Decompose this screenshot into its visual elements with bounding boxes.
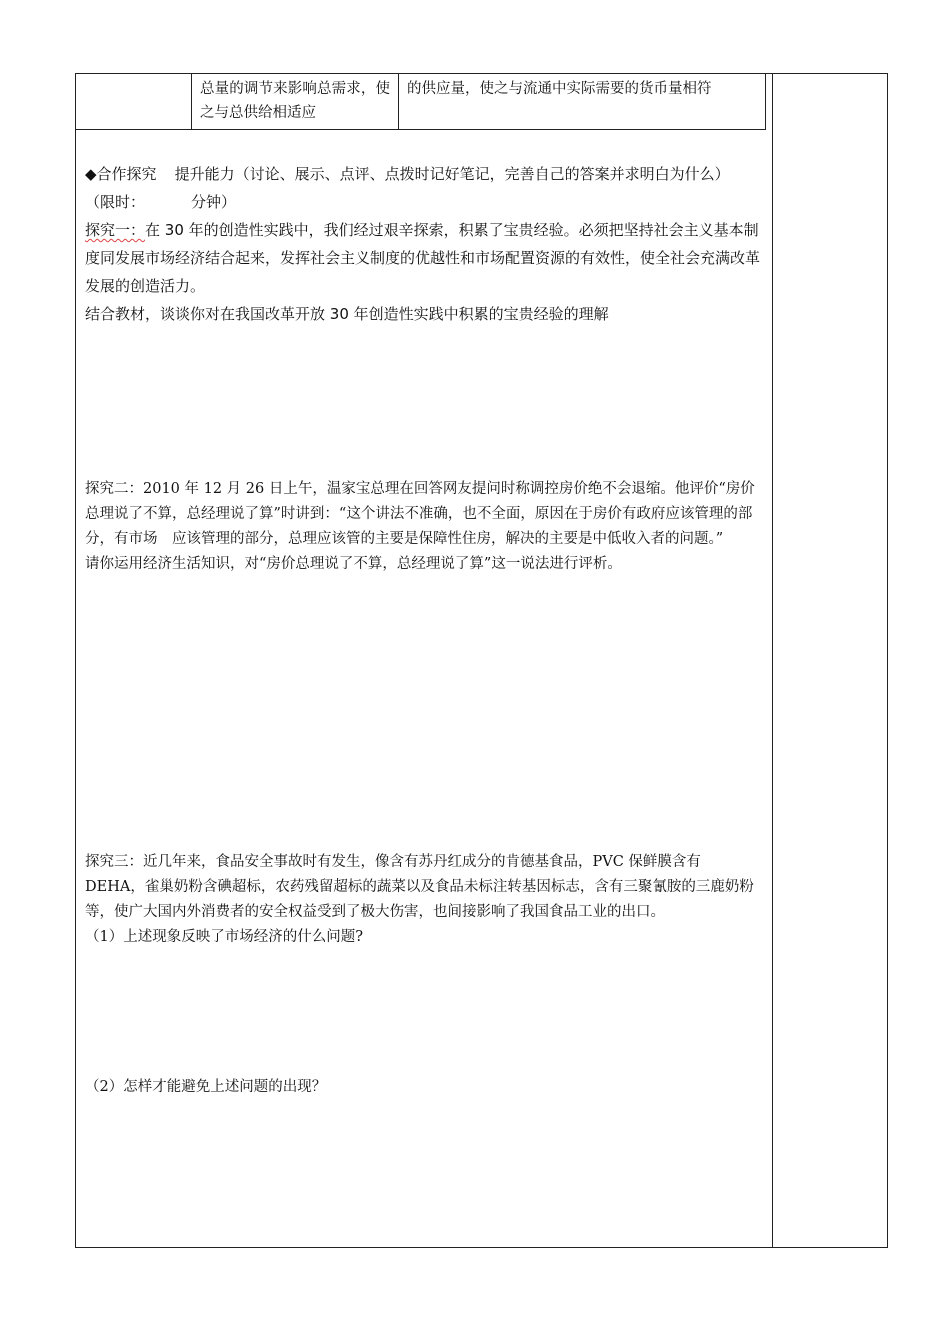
- cooperation-title: 合作探究: [96, 165, 157, 183]
- cooperation-heading: [85, 160, 765, 216]
- inquiry1-body: 在 30 年的创造性实践中，我们经过艰辛探索，积累了宝贵经验。必须把坚持社会主义基本制度同发展市场经济结合起来，发挥社会主义制度的优越性和市场配置资源的有效性，使全社会充满改革发展的创造活力。: [85, 221, 761, 295]
- table-cell-demand: 总量的调节来影响总需求，使之与总供给相适应: [192, 73, 399, 130]
- cooperation-subtitle: 提升能力（讨论、展示、点评、点拨时记好笔记，完善自己的答案并求明白为什么）: [174, 165, 730, 183]
- time-limit-unit: 分钟）: [191, 193, 237, 211]
- inquiry2-text: 探究二：2010 年 12 月 26 日上午，温家宝总理在回答网友提问时称调控房价绝不会退缩。他评价“房价总理说了不算，总经理说了算”时讲到：“这个讲法不准确，也不全面，原因在于房价有政府应该管理的部分，有市场 应该管理的部分，总理应该管的主要是保障性住房，解决的主要是中低收入者的问题。”: [85, 481, 755, 547]
- inquiry2-section: [85, 477, 765, 577]
- inquiry3-section: [85, 850, 765, 950]
- inquiry1-label: 探究一：: [85, 221, 146, 239]
- inquiry3-question-1: （1）上述现象反映了市场经济的什么问题?: [85, 929, 363, 945]
- inquiry2-question: 请你运用经济生活知识，对“房价总理说了不算，总经理说了算”这一说法进行评析。: [85, 556, 622, 572]
- inquiry3-followup: [85, 1075, 765, 1100]
- table-cell-money-supply: 的供应量，使之与流通中实际需要的货币量相符: [399, 73, 766, 130]
- inquiry1-text: [85, 216, 765, 300]
- inquiry1-question: 结合教材，谈谈你对在我国改革开放 30 年创造性实践中积累的宝贵经验的理解: [85, 305, 609, 323]
- inquiry3-question-2: （2）怎样才能避免上述问题的出现？: [85, 1079, 327, 1095]
- concept-table: [75, 73, 766, 130]
- time-limit-label: （限时：: [85, 193, 146, 211]
- inquiry3-text: 探究三：近几年来，食品安全事故时有发生，像含有苏丹红成分的肯德基食品，PVC 保鲜膜含有 DEHA，雀巢奶粉含碘超标，农药残留超标的蔬菜以及食品未标注转基因标志，含有三聚氰胺的三鹿奶粉等，使广大国内外消费者的安全权益受到了极大伤害，也间接影响了我国食品工业的出口。: [85, 854, 754, 920]
- diamond-bullet-icon: ◆: [85, 165, 97, 183]
- table-cell-empty: [75, 73, 192, 130]
- cooperation-section: [85, 160, 765, 328]
- table-row: [75, 73, 766, 130]
- right-column-divider: [772, 73, 773, 1248]
